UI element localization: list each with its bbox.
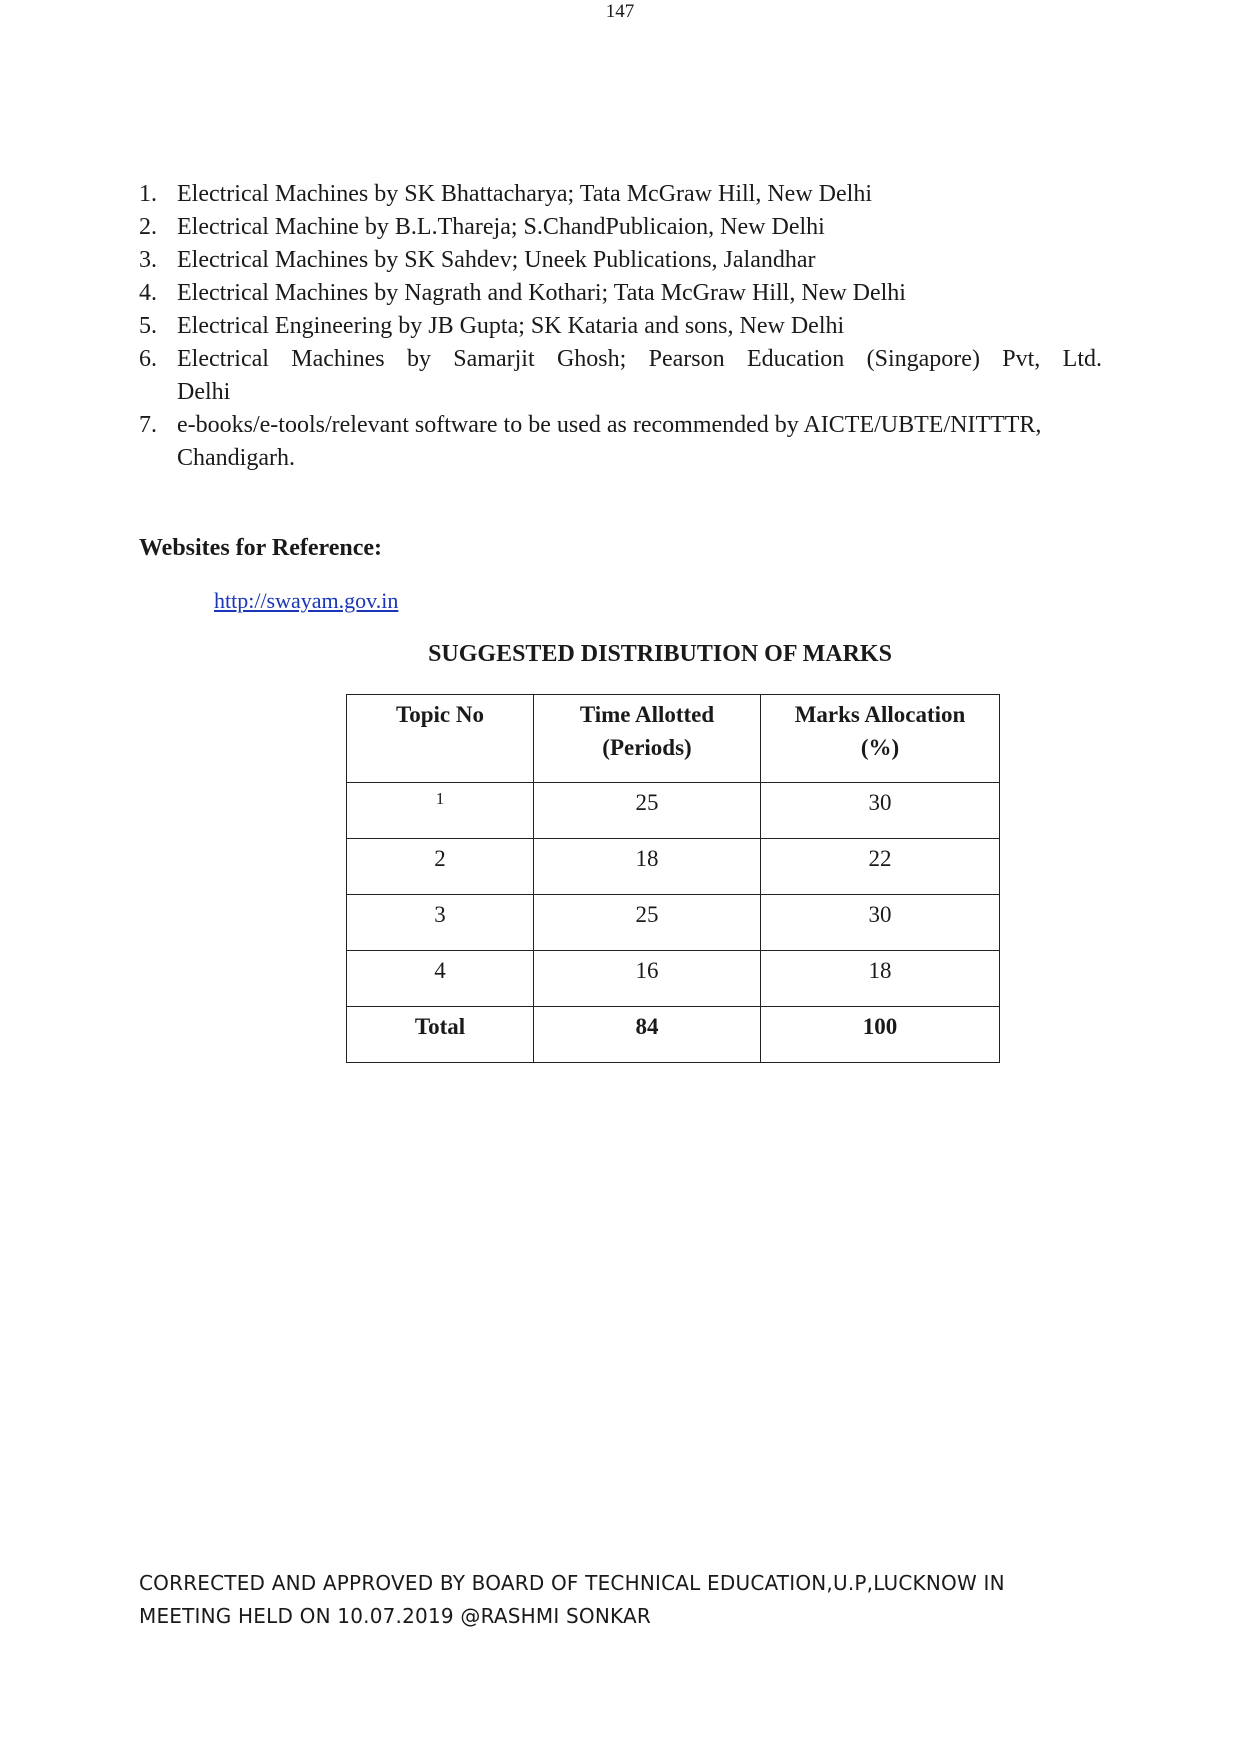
reference-text: Electrical Engineering by JB Gupta; SK Kataria and sons, New Delhi <box>177 313 845 339</box>
header-marks-allocation <box>761 695 1000 783</box>
cell-time: 25 <box>534 783 761 839</box>
reference-text <box>177 343 1102 409</box>
approval-footer <box>139 1567 1099 1633</box>
reference-item-6 <box>139 343 1102 409</box>
header-marks-label-line-2: (%) <box>860 735 900 760</box>
cell-marks: 30 <box>761 783 1000 839</box>
reference-item-2 <box>139 211 1102 244</box>
cell-marks: 18 <box>761 951 1000 1007</box>
cell-marks: 22 <box>761 839 1000 895</box>
reference-number: 1. <box>139 181 157 207</box>
reference-number: 3. <box>139 247 157 273</box>
reference-text: Electrical Machines by SK Sahdev; Uneek Publications, Jalandhar <box>177 247 816 273</box>
cell-time: 16 <box>534 951 761 1007</box>
cell-total-label: Total <box>347 1007 534 1063</box>
cell-topic: 4 <box>347 951 534 1007</box>
header-time-label-line-1: Time Allotted <box>579 702 715 727</box>
reference-text: Electrical Machines by SK Bhattacharya; Tata McGraw Hill, New Delhi <box>177 181 872 207</box>
table-row <box>347 783 1000 839</box>
reference-text-line-2: Delhi <box>177 379 231 405</box>
footer-line-2: MEETING HELD ON 10.07.2019 @RASHMI SONKAR <box>139 1604 651 1628</box>
cell-total-time: 84 <box>534 1007 761 1063</box>
header-topic-label: Topic No <box>396 702 484 727</box>
reference-number: 2. <box>139 214 157 240</box>
table-header-row <box>347 695 1000 783</box>
cell-total-marks: 100 <box>761 1007 1000 1063</box>
marks-distribution-title: SUGGESTED DISTRIBUTION OF MARKS <box>428 641 892 667</box>
reference-number: 5. <box>139 313 157 339</box>
marks-distribution-table <box>346 694 1000 1063</box>
table-row <box>347 895 1000 951</box>
cell-time: 25 <box>534 895 761 951</box>
reference-item-3 <box>139 244 1102 277</box>
reference-list <box>139 178 1102 475</box>
cell-topic: 1 <box>347 783 534 839</box>
cell-topic: 3 <box>347 895 534 951</box>
reference-item-5 <box>139 310 1102 343</box>
cell-topic: 2 <box>347 839 534 895</box>
reference-item-7 <box>139 409 1102 475</box>
reference-text-line-1: Electrical Machines by Samarjit Ghosh; Pearson Education (Singapore) Pvt, Ltd. <box>177 346 1102 372</box>
reference-item-1 <box>139 178 1102 211</box>
table-row <box>347 951 1000 1007</box>
cell-time: 18 <box>534 839 761 895</box>
header-marks-label-line-1: Marks Allocation <box>794 702 966 727</box>
table-total-row <box>347 1007 1000 1063</box>
websites-heading: Websites for Reference: <box>139 535 383 561</box>
reference-text: Electrical Machine by B.L.Thareja; S.ChandPublicaion, New Delhi <box>177 214 825 240</box>
header-time-allotted <box>534 695 761 783</box>
footer-line-1: CORRECTED AND APPROVED BY BOARD OF TECHNICAL EDUCATION,U.P,LUCKNOW IN <box>139 1571 1005 1595</box>
table-row <box>347 839 1000 895</box>
reference-number: 4. <box>139 280 157 306</box>
header-time-label-line-2: (Periods) <box>602 735 692 760</box>
reference-number: 7. <box>139 412 157 438</box>
reference-number: 6. <box>139 346 157 372</box>
swayam-link[interactable]: http://swayam.gov.in <box>214 588 399 613</box>
reference-text: Electrical Machines by Nagrath and Kothari; Tata McGraw Hill, New Delhi <box>177 280 906 306</box>
cell-marks: 30 <box>761 895 1000 951</box>
header-topic-no <box>347 695 534 783</box>
reference-text: e-books/e-tools/relevant software to be used as recommended by AICTE/UBTE/NITTTR, Chandigarh. <box>177 412 1042 471</box>
page-number: 147 <box>605 1 635 22</box>
reference-item-4 <box>139 277 1102 310</box>
